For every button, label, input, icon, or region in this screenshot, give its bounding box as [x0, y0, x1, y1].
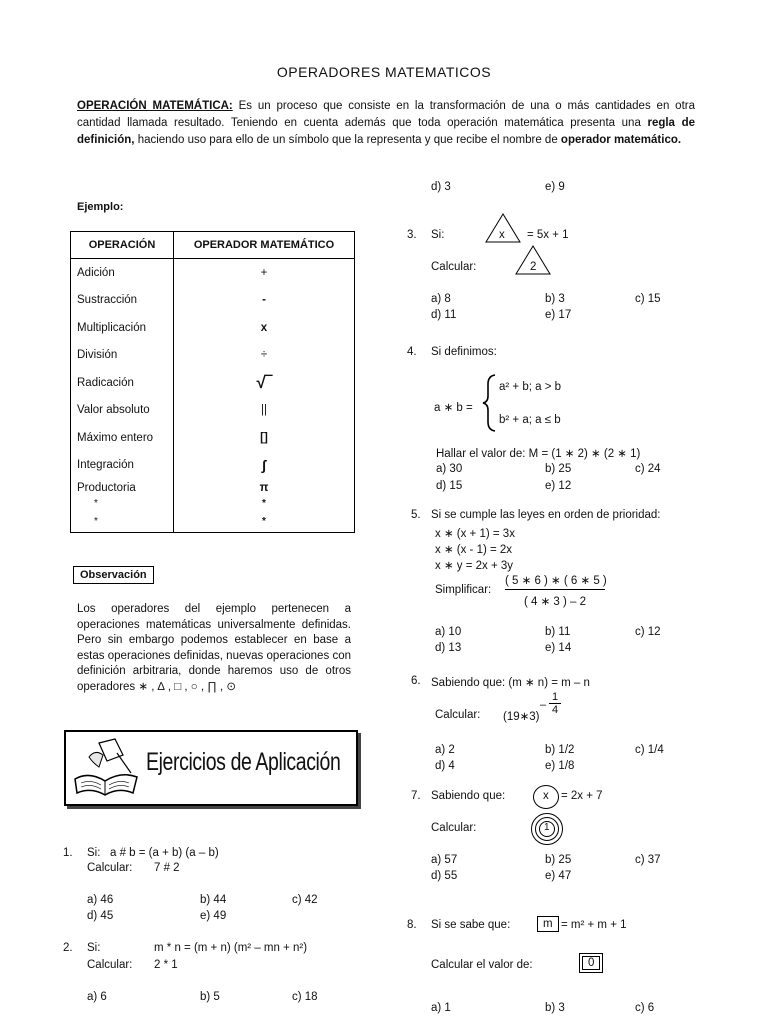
piecewise-lhs: a ∗ b =	[434, 402, 473, 414]
option: c) 18	[292, 991, 318, 1003]
table-cell: π	[174, 479, 355, 497]
exercise-intro: Sabiendo que: (m ∗ n) = m – n	[431, 677, 590, 689]
table-row	[71, 314, 355, 342]
exponent-fraction	[549, 691, 561, 716]
piecewise-case: a² + b; a > b	[499, 381, 562, 393]
brace-icon	[482, 374, 498, 432]
table-cell: Máximo entero	[77, 431, 154, 444]
option: e) 12	[545, 480, 572, 492]
option: a) 2	[435, 744, 455, 756]
exercise-si: Si:	[431, 229, 445, 241]
intro-paragraph	[77, 98, 695, 149]
table-cell: Valor absoluto	[77, 404, 150, 417]
table-cell: ∫	[174, 452, 355, 480]
exercise-intro: Si se cumple las leyes en orden de prioridad:	[431, 509, 661, 521]
power-base: (19∗3)	[503, 711, 540, 723]
fraction-denominator: ( 4 ∗ 3 ) – 2	[523, 596, 587, 608]
exercise-number: 4.	[407, 346, 417, 358]
box-input: m	[537, 916, 559, 932]
option: d) 15	[436, 480, 463, 492]
book-illustration-icon	[69, 735, 143, 801]
option: d) 11	[431, 309, 457, 321]
option: b) 11	[545, 626, 571, 638]
exercise-number: 3.	[407, 229, 417, 241]
exercise-number: 7.	[411, 790, 421, 802]
option: b) 3	[545, 293, 565, 305]
option: d) 55	[431, 870, 458, 882]
option: c) 12	[635, 626, 661, 638]
triangle-calc-input: 2	[530, 261, 537, 273]
exercise-number: 6.	[411, 675, 421, 687]
table-cell: *	[94, 515, 98, 527]
observation-label: Observación	[73, 566, 154, 584]
box-calc-input: 0	[582, 956, 600, 970]
table-cell: Integración	[77, 459, 134, 472]
exercise-si: Si:	[87, 847, 101, 859]
intro-text-2: haciendo uso para ello de un símbolo que la representa y que recibe el nombre de	[134, 134, 561, 146]
table-cell: x	[174, 314, 355, 342]
table-header: OPERADOR MATEMÁTICO	[174, 232, 355, 259]
observation-text: Los operadores del ejemplo pertenecen a operaciones matemáticas universalmente definidas. Pero sin embargo podemos establecer en base a estas operaciones definidas, nuevas operaciones con definición arbitraria, donde haremos uso de otros operadores ∗ , ∆ , □ , ○ , ∏ , ⊙	[77, 603, 351, 693]
option: d) 13	[435, 642, 462, 654]
table-cell: *	[174, 510, 355, 533]
exercise-calc-label: Calcular:	[431, 261, 477, 273]
option: a) 10	[435, 626, 462, 638]
table-cell: ÷	[174, 342, 355, 370]
exercise-calc-label: Calcular el valor de:	[431, 959, 533, 971]
table-cell: Sustracción	[77, 294, 138, 307]
option: e) 49	[200, 910, 227, 922]
option: c) 42	[292, 894, 318, 906]
option: a) 46	[87, 894, 114, 906]
circle-input: x	[543, 790, 549, 802]
exercise-intro: Sabiendo que:	[431, 790, 506, 802]
intro-bold-1: regla de definición,	[77, 117, 695, 146]
fraction-numerator: ( 5 ∗ 6 ) ∗ ( 6 ∗ 5 )	[505, 573, 605, 590]
exercise-number: 2.	[63, 942, 73, 954]
exercise-rule: = m² + m + 1	[561, 919, 627, 931]
option: e) 14	[545, 642, 572, 654]
intro-term: OPERACIÓN MATEMÁTICA:	[77, 100, 233, 112]
exercise-calc-label: Calcular:	[87, 862, 133, 874]
table-row	[71, 397, 355, 425]
exercise-calc-label: Calcular:	[435, 709, 481, 721]
exercise-si: Si:	[87, 942, 101, 954]
table-row	[71, 479, 355, 497]
option: a) 30	[436, 463, 463, 475]
law: x ∗ (x + 1) = 3x	[435, 528, 515, 540]
option: b) 5	[200, 991, 220, 1003]
table-cell: *	[174, 497, 355, 510]
table-cell: ||	[174, 397, 355, 425]
option: e) 17	[545, 309, 572, 321]
table-cell: +	[174, 259, 355, 287]
fraction	[505, 573, 605, 608]
option: e) 1/8	[545, 760, 575, 772]
option: c) 6	[635, 1002, 655, 1014]
table-cell: Radicación	[77, 376, 134, 389]
option: a) 1	[431, 1002, 451, 1014]
option: a) 8	[431, 293, 451, 305]
exercise-number: 8.	[407, 919, 417, 931]
exercise-calc-label: Calcular:	[431, 822, 477, 834]
table-header-row	[71, 232, 355, 259]
exercise-rule: a # b = (a + b) (a – b)	[110, 847, 219, 859]
table-row	[71, 287, 355, 315]
option: b) 44	[200, 894, 227, 906]
option: b) 25	[545, 463, 572, 475]
option: e) 47	[545, 870, 572, 882]
piecewise-case: b² + a; a ≤ b	[499, 414, 561, 426]
option: a) 6	[87, 991, 107, 1003]
table-row	[71, 510, 355, 533]
exercise-calc-label: Calcular:	[87, 959, 133, 971]
page-title: OPERADORES MATEMATICOS	[276, 64, 492, 80]
exercise-intro: Si se sabe que:	[431, 919, 511, 931]
table-row	[71, 497, 355, 510]
intro-text-1: Es un proceso que consiste en la transformación de una o más cantidades en otra cantidad llamada resultado. Teniendo en cuenta además que toda operación matemática presenta una	[77, 100, 695, 129]
law: x ∗ y = 2x + 3y	[435, 560, 514, 572]
table-cell: Productoria	[77, 482, 136, 494]
exercise-calc-expr: 2 * 1	[154, 959, 178, 971]
table-cell: Adición	[77, 266, 115, 279]
exercise-question: Hallar el valor de: M = (1 ∗ 2) ∗ (2 ∗ 1)	[436, 448, 641, 460]
table-cell: √‾	[174, 369, 355, 397]
table-cell: *	[94, 498, 98, 509]
exercise-calc-expr: 7 # 2	[154, 862, 180, 874]
table-row	[71, 342, 355, 370]
exponent-sign: –	[540, 699, 547, 711]
double-box-operator	[579, 953, 603, 973]
table-row	[71, 452, 355, 480]
intro-bold-2: operador matemático.	[560, 134, 682, 146]
exercise-rule: m * n = (m + n) (m² – mn + n²)	[154, 942, 308, 954]
law: x ∗ (x - 1) = 2x	[435, 544, 513, 556]
example-label: Ejemplo:	[77, 201, 124, 213]
table-cell: []	[174, 424, 355, 452]
option: c) 1/4	[635, 744, 664, 756]
table-cell: División	[77, 349, 118, 362]
exercise-calc-label: Simplificar:	[435, 584, 492, 596]
option: c) 15	[635, 293, 661, 305]
option: c) 37	[635, 854, 661, 866]
exercise-number: 5.	[411, 509, 421, 521]
operators-table	[70, 231, 355, 533]
exponent-numerator: 1	[549, 691, 561, 704]
option: b) 3	[545, 1002, 565, 1014]
banner-title: Ejercicios de Aplicación	[146, 748, 341, 776]
table-row	[71, 259, 355, 287]
exercise-rule: = 2x + 7	[561, 790, 603, 802]
table-cell: Multiplicación	[77, 321, 147, 334]
option: d) 45	[87, 910, 114, 922]
exercise-intro: Si definimos:	[431, 346, 497, 358]
triangle-input: x	[499, 229, 505, 241]
table-row	[71, 424, 355, 452]
circle-calc-input: 1	[544, 822, 550, 833]
exercise-rule: = 5x + 1	[527, 229, 569, 241]
exponent-denominator: 4	[551, 704, 559, 716]
option: b) 1/2	[545, 744, 575, 756]
option: c) 24	[635, 463, 661, 475]
option: d) 4	[435, 760, 455, 772]
option: a) 57	[431, 854, 458, 866]
exercises-banner	[64, 730, 358, 806]
option: b) 25	[545, 854, 572, 866]
option: e) 9	[545, 181, 565, 193]
table-header: OPERACIÓN	[71, 232, 174, 259]
exercise-number: 1.	[63, 847, 73, 859]
table-cell: -	[174, 287, 355, 315]
option: d) 3	[431, 181, 451, 193]
table-row	[71, 369, 355, 397]
